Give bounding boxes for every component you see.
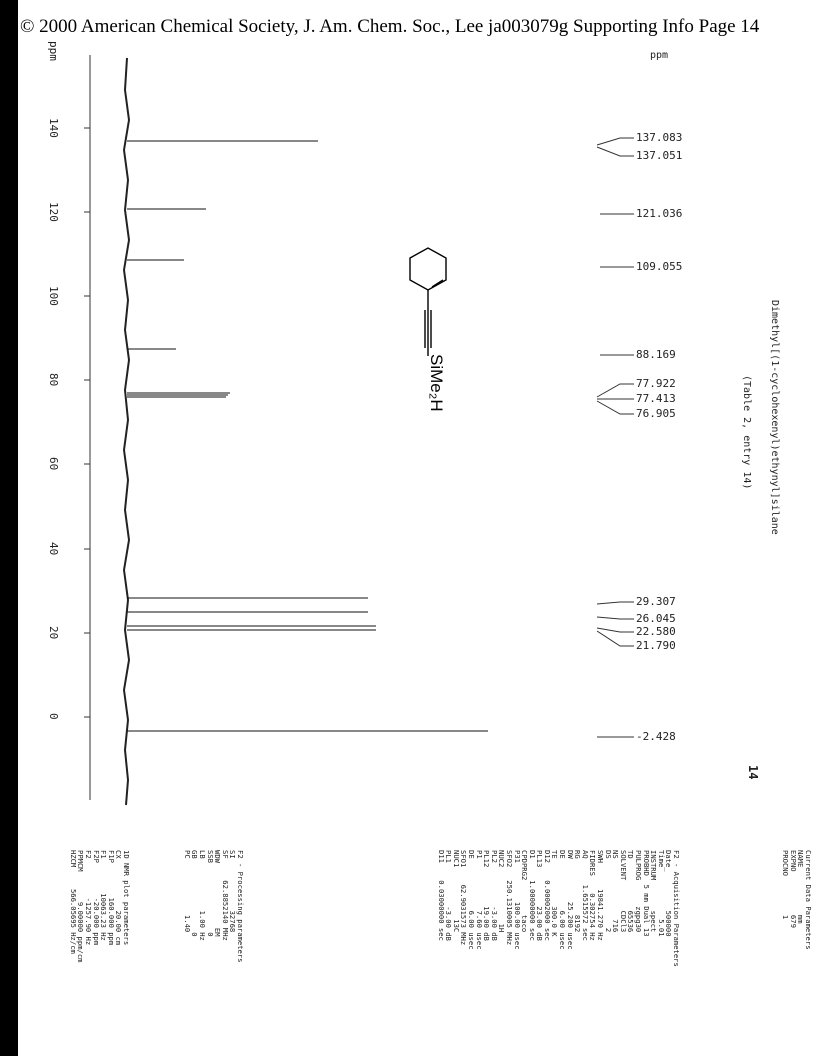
peak-label: 137.051 — [636, 149, 683, 162]
peak-label: 88.169 — [636, 348, 676, 361]
spectrum-baseline — [124, 58, 129, 805]
tick-80: 80 — [47, 373, 60, 387]
copyright-header: © 2000 American Chemical Society, J. Am. Chem. Soc., Lee ja003079g Supporting Info Page 14 — [20, 16, 760, 37]
peak-label: 76.905 — [636, 407, 676, 420]
tick-60: 60 — [47, 457, 60, 471]
tick-40: 40 — [47, 542, 60, 556]
spectrum-peaks — [127, 141, 488, 731]
peak-label: 21.790 — [636, 639, 676, 652]
ppm-label-top: ppm — [650, 50, 669, 61]
compound-title: Dimethyl[(1-cyclohexenyl)ethynyl]silane — [769, 300, 780, 535]
tick-0: 0 — [47, 713, 60, 720]
acquisition-parameters: F2 - Acquisition Parameters Date_ 500000 Time 5.01 INSTRUM spect PROBHD 5 mm Dual 13 PULPROG zgpg30 TD 65536 SOLVENT CDCl3 NS 716 DS 2 SWH 19841.270 Hz FIDRES 0.302754 Hz AQ 1.6515572 sec RG 8192 DW 25.200 usec DE 6.00 usec TE 300.0 K D12 0.00002000 sec PL13 23.00 dB D1 1.00000000 sec CPDPRG2 taco P31 100.00 usec SFO2 250.1310005 MHz NUC2 1H PL2 -3.00 dB PL12 19.00 dB P1 7.60 usec DE 6.00 usec SFO1 62.9031573 MHz NUC1 13C PL1 -3.00 dB D11 0.03000000 sec — [436, 850, 681, 967]
peak-label: 137.083 — [636, 131, 683, 144]
plot-parameters: 1D NMR plot parameters CX 20.00 cm F1P 160.000 ppm F1 10063.23 Hz F2P -20.000 ppm F2 -1257.90 Hz PPMCM 9.00000 ppm/cm HZCM 566.05695 Hz/cm — [68, 850, 131, 963]
compound-subtitle: (Table 2, entry 14) — [741, 375, 752, 490]
tick-20: 20 — [47, 626, 60, 640]
peak-label: 109.055 — [636, 260, 683, 273]
peak-label: 77.413 — [636, 392, 676, 405]
peak-label: 26.045 — [636, 612, 676, 625]
peak-leader-lines — [597, 138, 634, 737]
ppm-axis-unit: ppm — [47, 41, 60, 61]
structure-label: SiMe₂H — [427, 354, 446, 412]
structure-drawing — [410, 248, 446, 356]
axis-ticks — [84, 128, 90, 717]
tick-120: 120 — [47, 202, 60, 222]
peak-label: -2.428 — [636, 730, 676, 743]
tick-100: 100 — [47, 286, 60, 306]
processing-parameters: F2 - Processing parameters SI 32768 SF 62.8852140 MHz WDW EM SSB 0 LB 1.00 Hz GB 0 PC 1.40 — [182, 850, 245, 963]
tick-140: 140 — [47, 118, 60, 138]
peak-label: 121.036 — [636, 207, 683, 220]
peak-label: 29.307 — [636, 595, 676, 608]
page-number: 14 — [746, 765, 760, 780]
peak-label: 22.580 — [636, 625, 676, 638]
peak-label: 77.922 — [636, 377, 676, 390]
current-data-parameters: Current Data Parameters NAME mm EXPNO 679 PROCNO 1 — [781, 850, 813, 950]
